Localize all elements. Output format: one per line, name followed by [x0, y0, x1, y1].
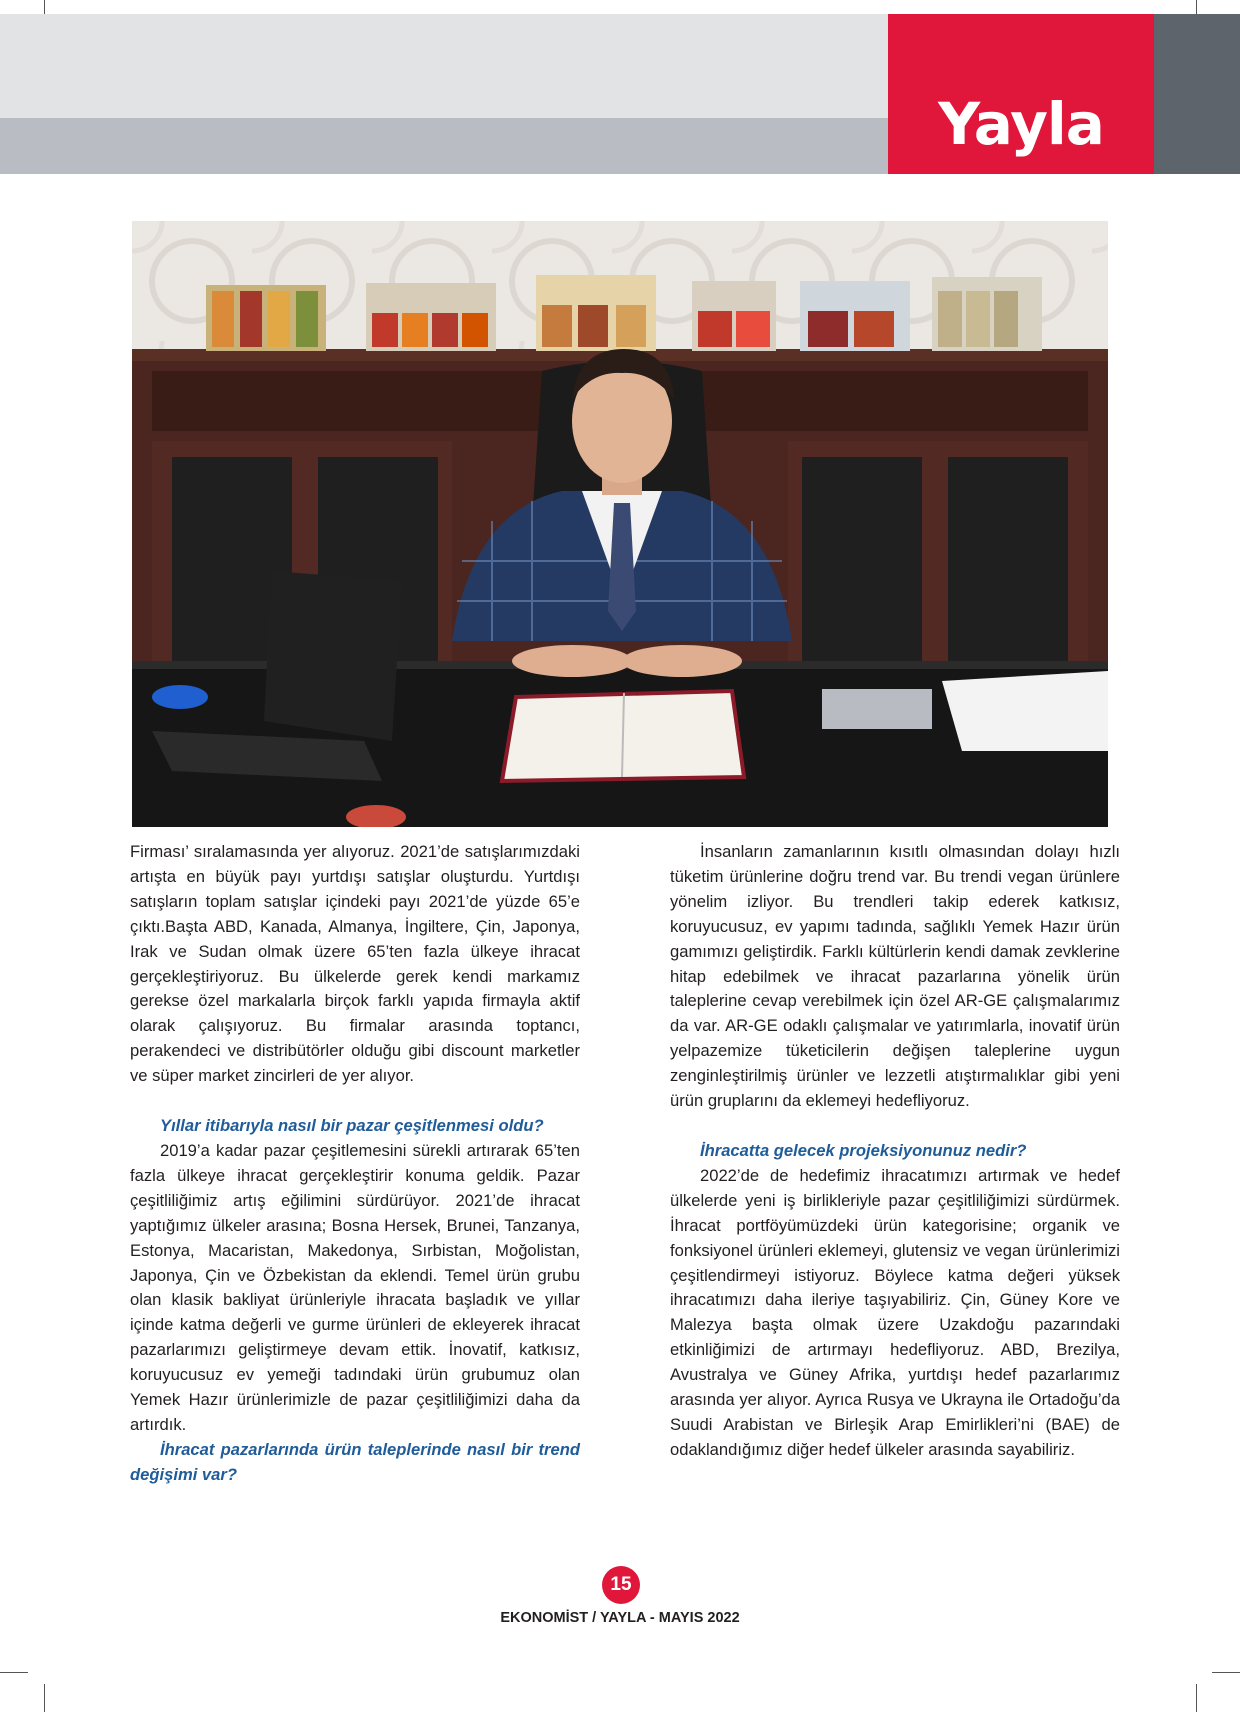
page-number: 15 [602, 1566, 640, 1604]
brand-logo: Yayla [938, 90, 1104, 158]
paragraph: Firması’ sıralamasında yer alıyoruz. 2021’de satışlarımızdaki artışta en büyük payı yurtdışı satışlar oluşturdu. Yurtdışı satışların toplam satışlar içindeki payı 2021’de yüzde 65’e çıktı.Başta ABD, Kanada, Almanya, İngiltere, Çin, Japonya, Irak ve Sudan olmak üzere 65’ten fazla ülkeye ihracat gerçekleştiriyoruz. Bu ülkelerde gerek kendi markamız gerekse özel markalarla birçok farklı yapıda firmayla aktif olarak çalışıyoruz. Bu firmalar arasında toptancı, perakendeci ve distribütörler olduğu gibi discount marketler ve süper market zincirleri de yer alıyor. [130, 842, 580, 1086]
crop-mark [1212, 1672, 1240, 1673]
article-photo [132, 221, 1108, 827]
crop-mark [0, 1672, 28, 1673]
header-band-light [0, 14, 888, 118]
header-band-mid [0, 118, 888, 174]
paragraph: 2019’a kadar pazar çeşitlemesini sürekli artırarak 65’ten fazla ülkeye ihracat gerçekleştirir konuma geldik. Pazar çeşitliliğimiz artış eğilimini sürdürüyor. 2021’de ihracat yaptığımız ülkeler arasına; Bosna Hersek, Brunei, Tanzanya, Estonya, Macaristan, Makedonya, Sırbistan, Moğolistan, Japonya, Çin ve Özbekistan da eklendi. Temel ürün grubu olan klasik bakliyat ürünleriyle ihracata başladık ve yıllar içinde katma değerli ve gurme ürünleri de ekleyerek ihracat pazarlarımızı geliştirmeye devam ettik. İnovatif, katkısız, koruyucusuz ev yemeği tadındaki ürün grubumuz olan Yemek Hazır ürünlerimizle de pazar çeşitliliğimizi daha da artırdık. [130, 1140, 580, 1434]
question-heading: İhracatta gelecek projeksiyonunuz nedir? [700, 1140, 1027, 1160]
crop-mark [44, 1684, 45, 1712]
paragraph: İnsanların zamanlarının kısıtlı olmasından dolayı hızlı tüketim ürünlerine doğru trend var. Bu trendi vegan ürünlere yönelim izliyor. Bu trendleri takip ederek katkısız, koruyucusuz, ev yapımı tadında, sağlıklı Yemek Hazır ürün gamımızı geliştirdik. Farklı kültürlerin kendi damak zevklerine hitap edebilmek ve ihracat pazarlarına yönelik ürün taleplerine cevap verebilmek için özel AR-GE çalışmalarımız da var. AR-GE odaklı çalışmalar ve yatırımlarla, inovatif ürün yelpazemize tüketicilerin değişen taleplerine uygun zenginleştirilmiş ürünler ve lezzetli atıştırmalıklar gibi yeni ürün gruplarını da eklemeyi hedefliyoruz. [670, 842, 1120, 1111]
question-heading: Yıllar itibarıyla nasıl bir pazar çeşitlenmesi oldu? [160, 1116, 544, 1136]
right-column [670, 840, 1120, 1463]
footer-publication: EKONOMİST / YAYLA - MAYIS 2022 [500, 1610, 740, 1626]
header-side-block [1154, 14, 1240, 174]
left-column [130, 840, 580, 1488]
question-heading: İhracat pazarlarında ürün taleplerinde nasıl bir trend değişimi var? [130, 1439, 580, 1484]
paragraph: 2022’de de hedefimiz ihracatımızı artırmak ve hedef ülkelerde yeni iş birlikleriyle pazar çeşitliliğimizi sürdürmek. İhracat portföyümüzdeki ürün kategorisine; organik ve fonksiyonel ürünleri eklemeyi, glutensiz ve vegan ürünlerimizi çeşitlendirmeyi istiyoruz. Böylece katma değeri yüksek ihracatımızı daha ileriye taşıyabiliriz. Çin, Güney Kore ve Malezya başta olmak üzere Uzakdoğu pazarındaki etkinliğimizi de artırmayı hedefliyoruz. ABD, Brezilya, Avustralya ve Güney Afrika, yurtdışı hedef pazarlarımız arasında yer alıyor. Ayrıca Rusya ve Ukrayna ile Ortadoğu’da Suudi Arabistan ve Birleşik Arap Emirlikleri’ni (BAE) de odaklandığımız diğer hedef ülkeler arasında sayabiliriz. [670, 1165, 1120, 1459]
logo-box [888, 14, 1154, 174]
crop-mark [1196, 1684, 1197, 1712]
office-portrait-photo-icon [132, 221, 1108, 827]
